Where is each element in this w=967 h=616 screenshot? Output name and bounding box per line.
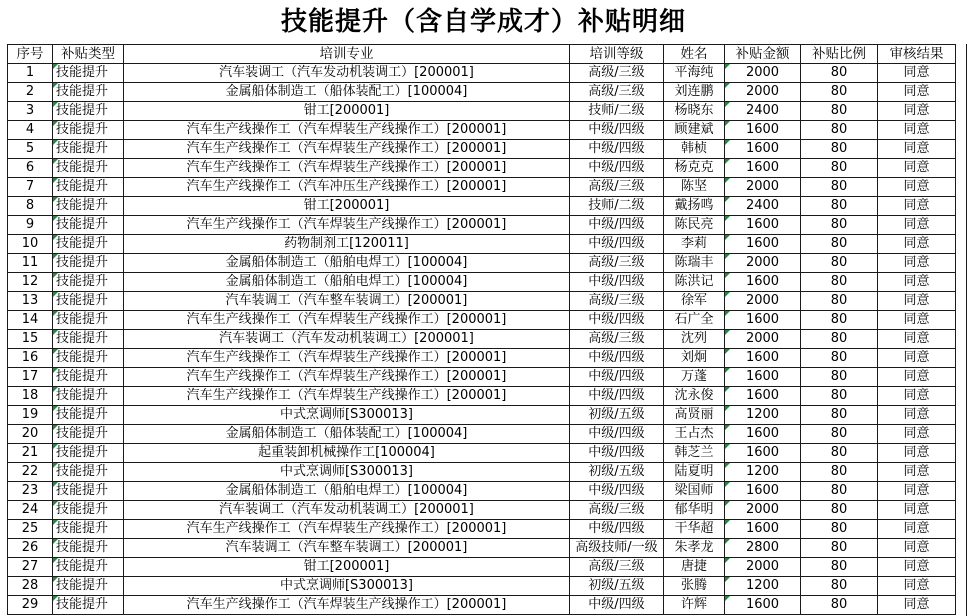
cell-name[interactable]: 陈民亮 [664,216,725,235]
cell-name[interactable]: 韩桢 [664,140,725,159]
cell-name[interactable]: 石广全 [664,311,725,330]
cell-type[interactable]: 技能提升 [53,159,124,178]
cell-major[interactable]: 汽车装调工（汽车整车装调工）[200001] [124,539,570,558]
cell-result[interactable]: 同意 [878,121,956,140]
cell-name[interactable]: 张腾 [664,577,725,596]
cell-result[interactable]: 同意 [878,425,956,444]
cell-name[interactable]: 唐捷 [664,558,725,577]
cell-result[interactable]: 同意 [878,520,956,539]
cell-no[interactable]: 5 [8,140,53,159]
cell-major[interactable]: 汽车生产线操作工（汽车焊装生产线操作工）[200001] [124,159,570,178]
cell-no[interactable]: 14 [8,311,53,330]
cell-no[interactable]: 3 [8,102,53,121]
cell-no[interactable]: 15 [8,330,53,349]
cell-level[interactable]: 高级/三级 [570,292,664,311]
table-row [8,235,956,254]
cell-no[interactable]: 17 [8,368,53,387]
cell-result[interactable]: 同意 [878,444,956,463]
cell-ratio[interactable]: 80 [801,387,878,406]
table-row [8,83,956,102]
cell-ratio[interactable]: 80 [801,406,878,425]
cell-level[interactable]: 中级/四级 [570,520,664,539]
cell-level[interactable]: 中级/四级 [570,273,664,292]
cell-major[interactable]: 汽车生产线操作工（汽车焊装生产线操作工）[200001] [124,311,570,330]
cell-type[interactable]: 技能提升 [53,121,124,140]
cell-level[interactable]: 初级/五级 [570,406,664,425]
cell-level[interactable]: 中级/四级 [570,235,664,254]
cell-amount[interactable]: 1600 [725,311,801,330]
table-row [8,292,956,311]
cell-result[interactable]: 同意 [878,254,956,273]
cell-ratio[interactable]: 80 [801,178,878,197]
cell-major[interactable]: 起重装卸机械操作工[100004] [124,444,570,463]
header-cell-name[interactable]: 姓名 [664,45,725,64]
cell-amount[interactable]: 2000 [725,501,801,520]
cell-no[interactable]: 29 [8,596,53,615]
cell-result[interactable]: 同意 [878,216,956,235]
cell-level[interactable]: 中级/四级 [570,349,664,368]
cell-ratio[interactable]: 80 [801,121,878,140]
header-cell-result[interactable]: 审核结果 [878,45,956,64]
table-row [8,121,956,140]
table-row [8,596,956,615]
cell-no[interactable]: 13 [8,292,53,311]
table-row [8,444,956,463]
cell-ratio[interactable]: 80 [801,292,878,311]
table-row [8,197,956,216]
cell-major[interactable]: 金属船体制造工（船舶电焊工）[100004] [124,254,570,273]
cell-amount[interactable]: 1600 [725,425,801,444]
cell-major[interactable]: 汽车装调工（汽车整车装调工）[200001] [124,292,570,311]
cell-major[interactable]: 中式烹调师[S300013] [124,406,570,425]
header-cell-ratio[interactable]: 补贴比例 [801,45,878,64]
cell-ratio[interactable]: 80 [801,159,878,178]
cell-type[interactable]: 技能提升 [53,406,124,425]
cell-amount[interactable]: 2000 [725,178,801,197]
cell-ratio[interactable]: 80 [801,596,878,615]
cell-level[interactable]: 高级/三级 [570,254,664,273]
table-row [8,482,956,501]
cell-result[interactable]: 同意 [878,102,956,121]
cell-result[interactable]: 同意 [878,349,956,368]
cell-no[interactable]: 21 [8,444,53,463]
cell-ratio[interactable]: 80 [801,273,878,292]
cell-result[interactable]: 同意 [878,159,956,178]
cell-amount[interactable]: 1600 [725,520,801,539]
cell-no[interactable]: 8 [8,197,53,216]
cell-major[interactable]: 汽车装调工（汽车发动机装调工）[200001] [124,501,570,520]
cell-amount[interactable]: 1600 [725,273,801,292]
cell-result[interactable]: 同意 [878,197,956,216]
cell-ratio[interactable]: 80 [801,140,878,159]
cell-amount[interactable]: 2800 [725,539,801,558]
cell-no[interactable]: 7 [8,178,53,197]
cell-amount[interactable]: 1600 [725,368,801,387]
cell-amount[interactable]: 2000 [725,558,801,577]
cell-ratio[interactable]: 80 [801,216,878,235]
cell-major[interactable]: 汽车生产线操作工（汽车焊装生产线操作工）[200001] [124,349,570,368]
cell-name[interactable]: 陈坚 [664,178,725,197]
cell-no[interactable]: 6 [8,159,53,178]
subsidy-table [7,44,956,615]
cell-result[interactable]: 同意 [878,577,956,596]
cell-major[interactable]: 汽车装调工（汽车发动机装调工）[200001] [124,64,570,83]
cell-no[interactable]: 18 [8,387,53,406]
cell-result[interactable]: 同意 [878,368,956,387]
cell-type[interactable]: 技能提升 [53,102,124,121]
cell-type[interactable]: 技能提升 [53,235,124,254]
cell-no[interactable]: 23 [8,482,53,501]
cell-name[interactable]: 李莉 [664,235,725,254]
cell-amount[interactable]: 1600 [725,596,801,615]
cell-name[interactable]: 陆夏明 [664,463,725,482]
cell-amount[interactable]: 1600 [725,387,801,406]
cell-type[interactable]: 技能提升 [53,64,124,83]
cell-level[interactable]: 中级/四级 [570,387,664,406]
cell-level[interactable]: 初级/五级 [570,463,664,482]
table-row [8,558,956,577]
cell-name[interactable]: 高贤丽 [664,406,725,425]
cell-level[interactable]: 高级/三级 [570,330,664,349]
cell-ratio[interactable]: 80 [801,368,878,387]
table-row [8,539,956,558]
cell-ratio[interactable]: 80 [801,102,878,121]
cell-level[interactable]: 中级/四级 [570,425,664,444]
cell-result[interactable]: 同意 [878,596,956,615]
cell-level[interactable]: 高级/三级 [570,558,664,577]
cell-name[interactable]: 杨晓东 [664,102,725,121]
table-row [8,159,956,178]
table-row [8,349,956,368]
cell-no[interactable]: 20 [8,425,53,444]
cell-type[interactable]: 技能提升 [53,425,124,444]
cell-name[interactable]: 陈洪记 [664,273,725,292]
cell-result[interactable]: 同意 [878,330,956,349]
cell-no[interactable]: 4 [8,121,53,140]
cell-no[interactable]: 24 [8,501,53,520]
cell-type[interactable]: 技能提升 [53,273,124,292]
table-row [8,520,956,539]
cell-level[interactable]: 高级/三级 [570,64,664,83]
cell-level[interactable]: 中级/四级 [570,159,664,178]
table-row [8,102,956,121]
cell-name[interactable]: 干华超 [664,520,725,539]
cell-amount[interactable]: 2000 [725,83,801,102]
cell-ratio[interactable]: 80 [801,64,878,83]
cell-name[interactable]: 戴扬鸣 [664,197,725,216]
cell-major[interactable]: 汽车生产线操作工（汽车焊装生产线操作工）[200001] [124,121,570,140]
cell-type[interactable]: 技能提升 [53,216,124,235]
cell-amount[interactable]: 1200 [725,406,801,425]
cell-result[interactable]: 同意 [878,64,956,83]
cell-major[interactable]: 钳工[200001] [124,102,570,121]
table-row [8,501,956,520]
cell-ratio[interactable]: 80 [801,235,878,254]
header-cell-no[interactable]: 序号 [8,45,53,64]
cell-no[interactable]: 12 [8,273,53,292]
cell-result[interactable]: 同意 [878,311,956,330]
table-row [8,216,956,235]
cell-level[interactable]: 中级/四级 [570,311,664,330]
cell-amount[interactable]: 1200 [725,463,801,482]
cell-level[interactable]: 中级/四级 [570,444,664,463]
table-body [8,64,956,615]
cell-type[interactable]: 技能提升 [53,311,124,330]
cell-major[interactable]: 汽车生产线操作工（汽车焊装生产线操作工）[200001] [124,140,570,159]
cell-type[interactable]: 技能提升 [53,83,124,102]
cell-amount[interactable]: 2000 [725,330,801,349]
cell-no[interactable]: 10 [8,235,53,254]
cell-no[interactable]: 26 [8,539,53,558]
cell-type[interactable]: 技能提升 [53,292,124,311]
cell-name[interactable]: 许辉 [664,596,725,615]
cell-major[interactable]: 金属船体制造工（船舶电焊工）[100004] [124,273,570,292]
cell-ratio[interactable]: 80 [801,254,878,273]
cell-result[interactable]: 同意 [878,83,956,102]
cell-name[interactable]: 沈列 [664,330,725,349]
cell-type[interactable]: 技能提升 [53,558,124,577]
table-row [8,254,956,273]
table-row [8,406,956,425]
cell-name[interactable]: 梁国师 [664,482,725,501]
table-row [8,140,956,159]
cell-name[interactable]: 刘连鹏 [664,83,725,102]
cell-no[interactable]: 28 [8,577,53,596]
cell-type[interactable]: 技能提升 [53,330,124,349]
header-cell-type[interactable]: 补贴类型 [53,45,124,64]
cell-result[interactable]: 同意 [878,178,956,197]
table-row [8,463,956,482]
cell-ratio[interactable]: 80 [801,83,878,102]
cell-amount[interactable]: 1600 [725,482,801,501]
cell-major[interactable]: 药物制剂工[120011] [124,235,570,254]
cell-level[interactable]: 高级/三级 [570,501,664,520]
header-row [8,45,956,64]
cell-type[interactable]: 技能提升 [53,577,124,596]
cell-no[interactable]: 16 [8,349,53,368]
table-row [8,273,956,292]
cell-major[interactable]: 汽车生产线操作工（汽车冲压生产线操作工）[200001] [124,178,570,197]
cell-type[interactable]: 技能提升 [53,463,124,482]
table-row [8,387,956,406]
cell-amount[interactable]: 1600 [725,216,801,235]
cell-no[interactable]: 19 [8,406,53,425]
cell-name[interactable]: 王占杰 [664,425,725,444]
cell-name[interactable]: 刘炯 [664,349,725,368]
cell-amount[interactable]: 2000 [725,254,801,273]
cell-type[interactable]: 技能提升 [53,520,124,539]
cell-no[interactable]: 9 [8,216,53,235]
cell-no[interactable]: 2 [8,83,53,102]
cell-level[interactable]: 技师/二级 [570,197,664,216]
cell-name[interactable]: 沈永俊 [664,387,725,406]
cell-result[interactable]: 同意 [878,273,956,292]
cell-ratio[interactable]: 80 [801,558,878,577]
cell-type[interactable]: 技能提升 [53,349,124,368]
cell-level[interactable]: 中级/四级 [570,140,664,159]
cell-ratio[interactable]: 80 [801,520,878,539]
cell-amount[interactable]: 1200 [725,577,801,596]
cell-type[interactable]: 技能提升 [53,387,124,406]
cell-no[interactable]: 25 [8,520,53,539]
cell-amount[interactable]: 2400 [725,102,801,121]
table-row [8,178,956,197]
cell-amount[interactable]: 1600 [725,159,801,178]
cell-level[interactable]: 初级/五级 [570,577,664,596]
cell-type[interactable]: 技能提升 [53,197,124,216]
cell-result[interactable]: 同意 [878,140,956,159]
cell-level[interactable]: 高级/三级 [570,83,664,102]
cell-level[interactable]: 中级/四级 [570,596,664,615]
cell-amount[interactable]: 2000 [725,292,801,311]
table-row [8,330,956,349]
header-cell-amount[interactable]: 补贴金额 [725,45,801,64]
cell-type[interactable]: 技能提升 [53,444,124,463]
cell-major[interactable]: 汽车生产线操作工（汽车焊装生产线操作工）[200001] [124,387,570,406]
cell-result[interactable]: 同意 [878,406,956,425]
cell-major[interactable]: 中式烹调师[S300013] [124,577,570,596]
cell-level[interactable]: 高级技师/一级 [570,539,664,558]
table-row [8,64,956,83]
cell-type[interactable]: 技能提升 [53,482,124,501]
table-row [8,368,956,387]
cell-no[interactable]: 27 [8,558,53,577]
cell-major[interactable]: 中式烹调师[S300013] [124,463,570,482]
cell-ratio[interactable]: 80 [801,463,878,482]
cell-major[interactable]: 汽车生产线操作工（汽车焊装生产线操作工）[200001] [124,596,570,615]
cell-major[interactable]: 金属船体制造工（船体装配工）[100004] [124,83,570,102]
cell-type[interactable]: 技能提升 [53,254,124,273]
cell-major[interactable]: 汽车生产线操作工（汽车焊装生产线操作工）[200001] [124,520,570,539]
cell-name[interactable]: 顾建斌 [664,121,725,140]
cell-type[interactable]: 技能提升 [53,501,124,520]
cell-type[interactable]: 技能提升 [53,596,124,615]
cell-ratio[interactable]: 80 [801,197,878,216]
cell-result[interactable]: 同意 [878,387,956,406]
cell-result[interactable]: 同意 [878,463,956,482]
cell-no[interactable]: 1 [8,64,53,83]
cell-level[interactable]: 中级/四级 [570,216,664,235]
cell-type[interactable]: 技能提升 [53,539,124,558]
cell-amount[interactable]: 1600 [725,121,801,140]
header-cell-level[interactable]: 培训等级 [570,45,664,64]
cell-level[interactable]: 中级/四级 [570,121,664,140]
cell-level[interactable]: 高级/三级 [570,178,664,197]
cell-level[interactable]: 中级/四级 [570,482,664,501]
table-row [8,577,956,596]
cell-major[interactable]: 钳工[200001] [124,558,570,577]
cell-name[interactable]: 韩芝兰 [664,444,725,463]
cell-major[interactable]: 汽车生产线操作工（汽车焊装生产线操作工）[200001] [124,216,570,235]
cell-name[interactable]: 陈瑞丰 [664,254,725,273]
cell-ratio[interactable]: 80 [801,349,878,368]
cell-amount[interactable]: 2000 [725,64,801,83]
cell-result[interactable]: 同意 [878,235,956,254]
cell-amount[interactable]: 1600 [725,349,801,368]
cell-name[interactable]: 杨克克 [664,159,725,178]
cell-ratio[interactable]: 80 [801,501,878,520]
cell-major[interactable]: 汽车生产线操作工（汽车焊装生产线操作工）[200001] [124,368,570,387]
cell-no[interactable]: 11 [8,254,53,273]
cell-name[interactable]: 平海纯 [664,64,725,83]
cell-ratio[interactable]: 80 [801,311,878,330]
cell-amount[interactable]: 1600 [725,235,801,254]
cell-level[interactable]: 中级/四级 [570,368,664,387]
header-cell-major[interactable]: 培训专业 [124,45,570,64]
cell-type[interactable]: 技能提升 [53,178,124,197]
cell-major[interactable]: 金属船体制造工（船舶电焊工）[100004] [124,482,570,501]
cell-result[interactable]: 同意 [878,292,956,311]
cell-amount[interactable]: 1600 [725,140,801,159]
cell-ratio[interactable]: 80 [801,577,878,596]
cell-major[interactable]: 汽车装调工（汽车发动机装调工）[200001] [124,330,570,349]
cell-amount[interactable]: 2400 [725,197,801,216]
cell-no[interactable]: 22 [8,463,53,482]
cell-ratio[interactable]: 80 [801,482,878,501]
cell-result[interactable]: 同意 [878,539,956,558]
cell-ratio[interactable]: 80 [801,444,878,463]
table-row [8,425,956,444]
cell-name[interactable]: 朱孝龙 [664,539,725,558]
cell-name[interactable]: 万蓬 [664,368,725,387]
cell-ratio[interactable]: 80 [801,330,878,349]
cell-result[interactable]: 同意 [878,501,956,520]
cell-major[interactable]: 钳工[200001] [124,197,570,216]
cell-type[interactable]: 技能提升 [53,140,124,159]
cell-result[interactable]: 同意 [878,482,956,501]
cell-type[interactable]: 技能提升 [53,368,124,387]
cell-result[interactable]: 同意 [878,558,956,577]
cell-amount[interactable]: 1600 [725,444,801,463]
cell-name[interactable]: 徐军 [664,292,725,311]
cell-ratio[interactable]: 80 [801,425,878,444]
page-title: 技能提升（含自学成才）补贴明细 [280,7,686,37]
cell-name[interactable]: 郁华明 [664,501,725,520]
cell-ratio[interactable]: 80 [801,539,878,558]
cell-major[interactable]: 金属船体制造工（船体装配工）[100004] [124,425,570,444]
table-row [8,311,956,330]
cell-level[interactable]: 技师/二级 [570,102,664,121]
